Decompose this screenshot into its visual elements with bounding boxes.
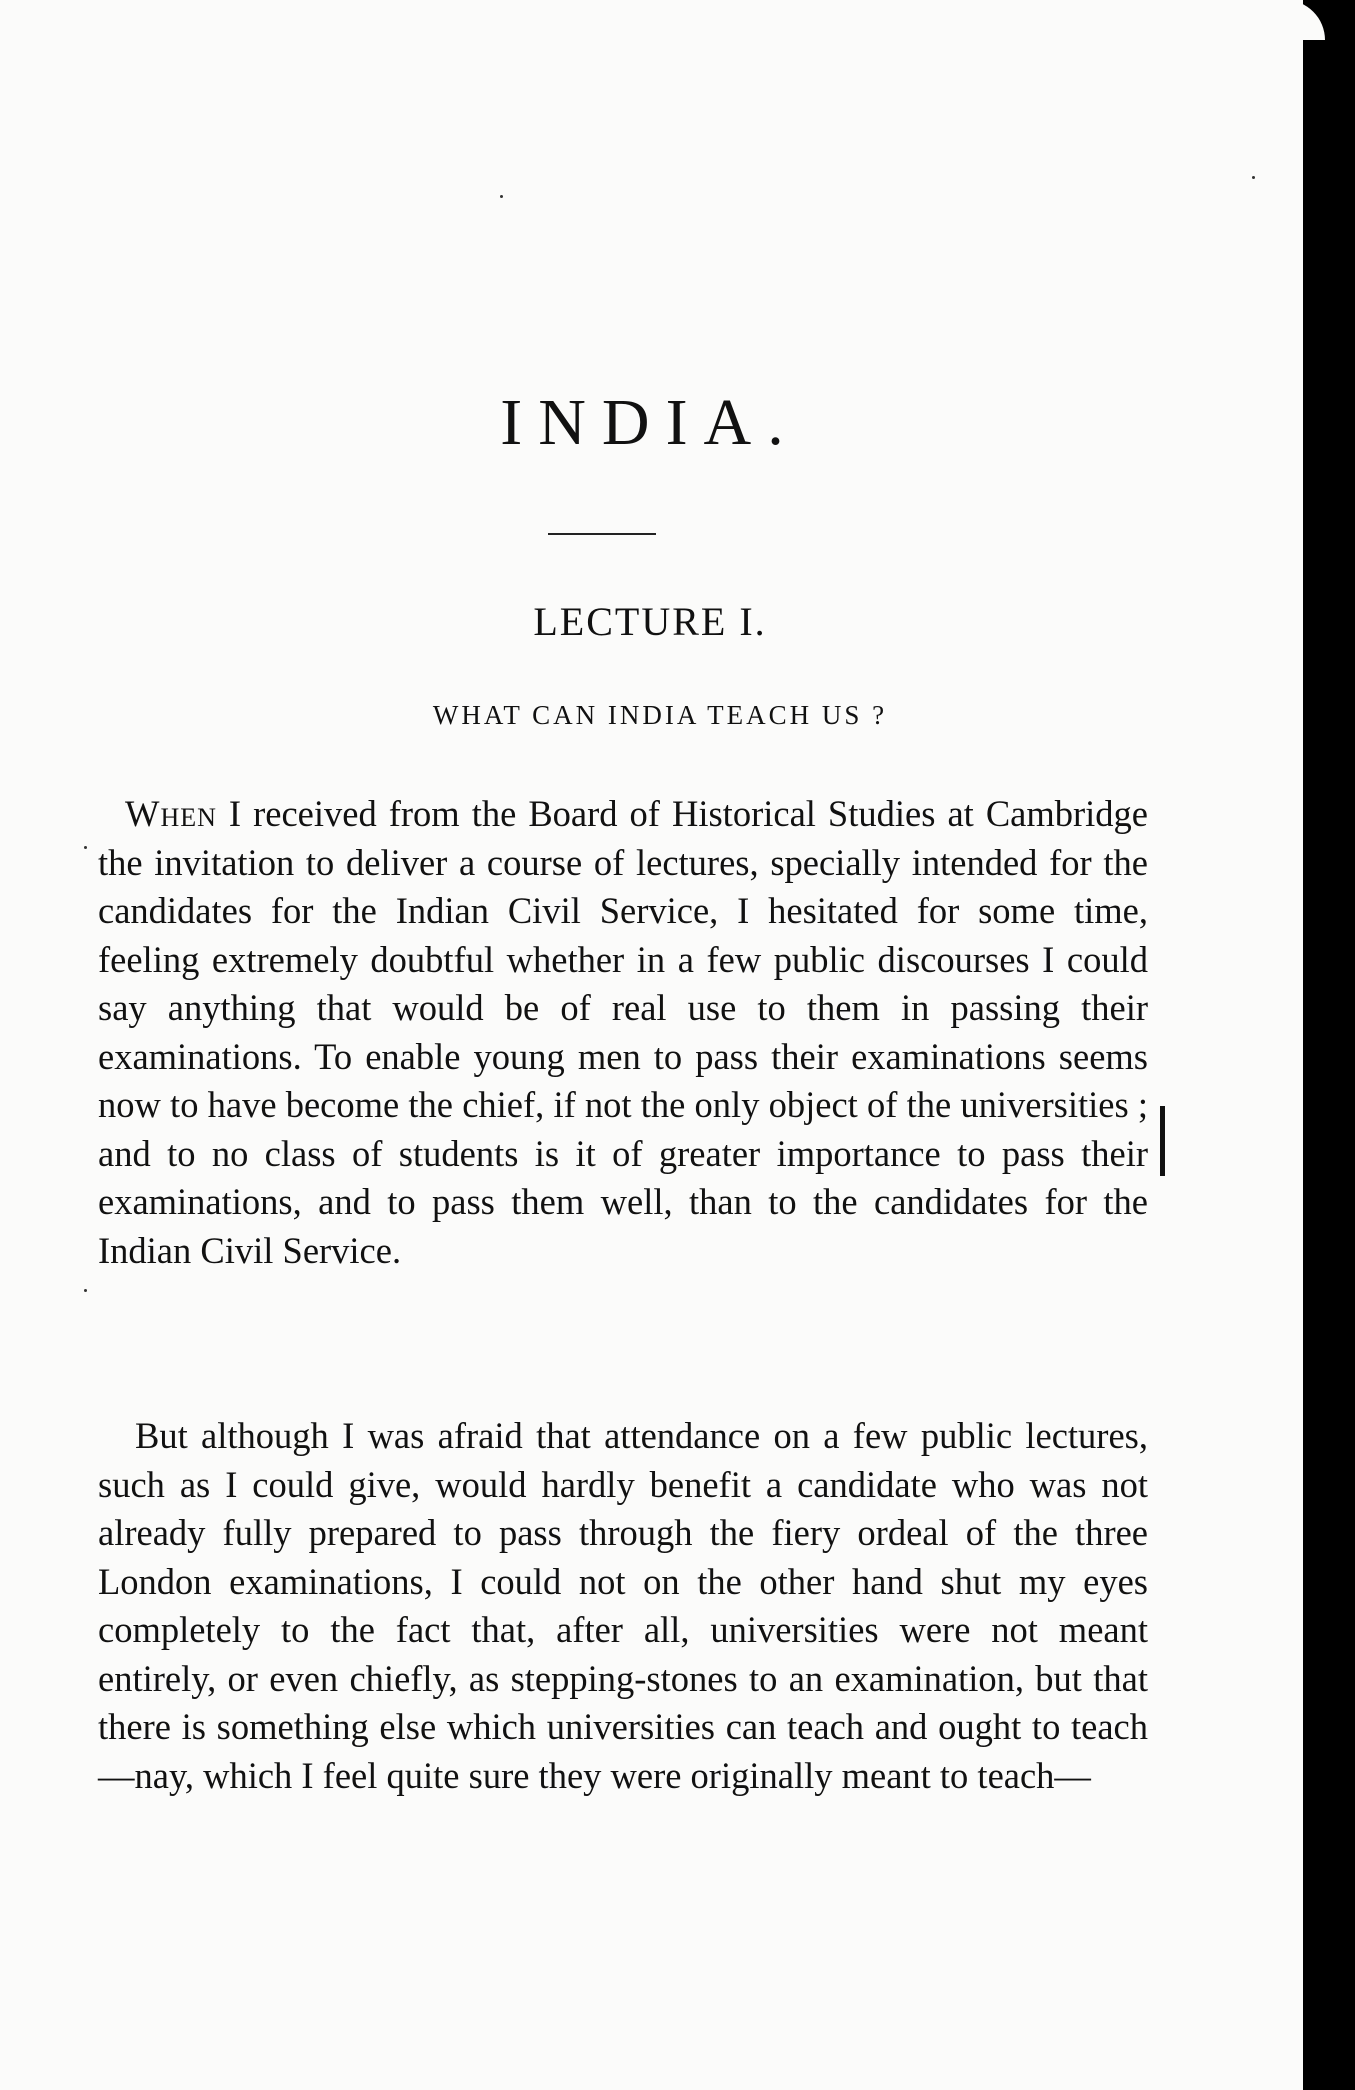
page-edge-shadow	[1303, 0, 1355, 2090]
paragraph-1-lead-word: When	[125, 793, 217, 834]
margin-mark	[1160, 1106, 1165, 1176]
paragraph-1	[98, 790, 1148, 1275]
paragraph-1-text: I received from the Board of Historical Studies at Cambridge the invitation to deliver a course of lectures, specially intended for the candidates for the Indian Civil Service, I hesitated for some time, feeling extremely doubtful whether in a few public discourses I could say anything that would be of real use to them in passing their examinations. To enable young men to pass their examinations seems now to have become the chief, if not the only object of the universities ; and to no class of students is it of greater importance to pass their examinations, and to pass them well, than to the candidates for the Indian Civil Service.	[98, 793, 1148, 1271]
lecture-title: LECTURE I.	[533, 599, 767, 644]
title-divider-rule	[548, 533, 656, 535]
print-speck	[500, 195, 503, 198]
paragraph-2: But although I was afraid that attendance on a few public lectures, such as I could give, would hardly benefit a candidate who was not already fully prepared to pass through the fiery ordeal of the three London examinations, I could not on the other hand shut my eyes completely to the fact that, after all, universities were not meant entirely, or even chiefly, as stepping-stones to an examination, but that there is something else which universities can teach and ought to teach—nay, which I feel quite sure they were originally meant to teach—	[98, 1415, 1148, 1796]
book-title: INDIA.	[500, 386, 800, 459]
print-speck	[84, 1289, 87, 1292]
print-speck	[84, 846, 87, 849]
print-speck	[1252, 176, 1255, 179]
lecture-subtitle: WHAT CAN INDIA TEACH US ?	[432, 700, 888, 730]
